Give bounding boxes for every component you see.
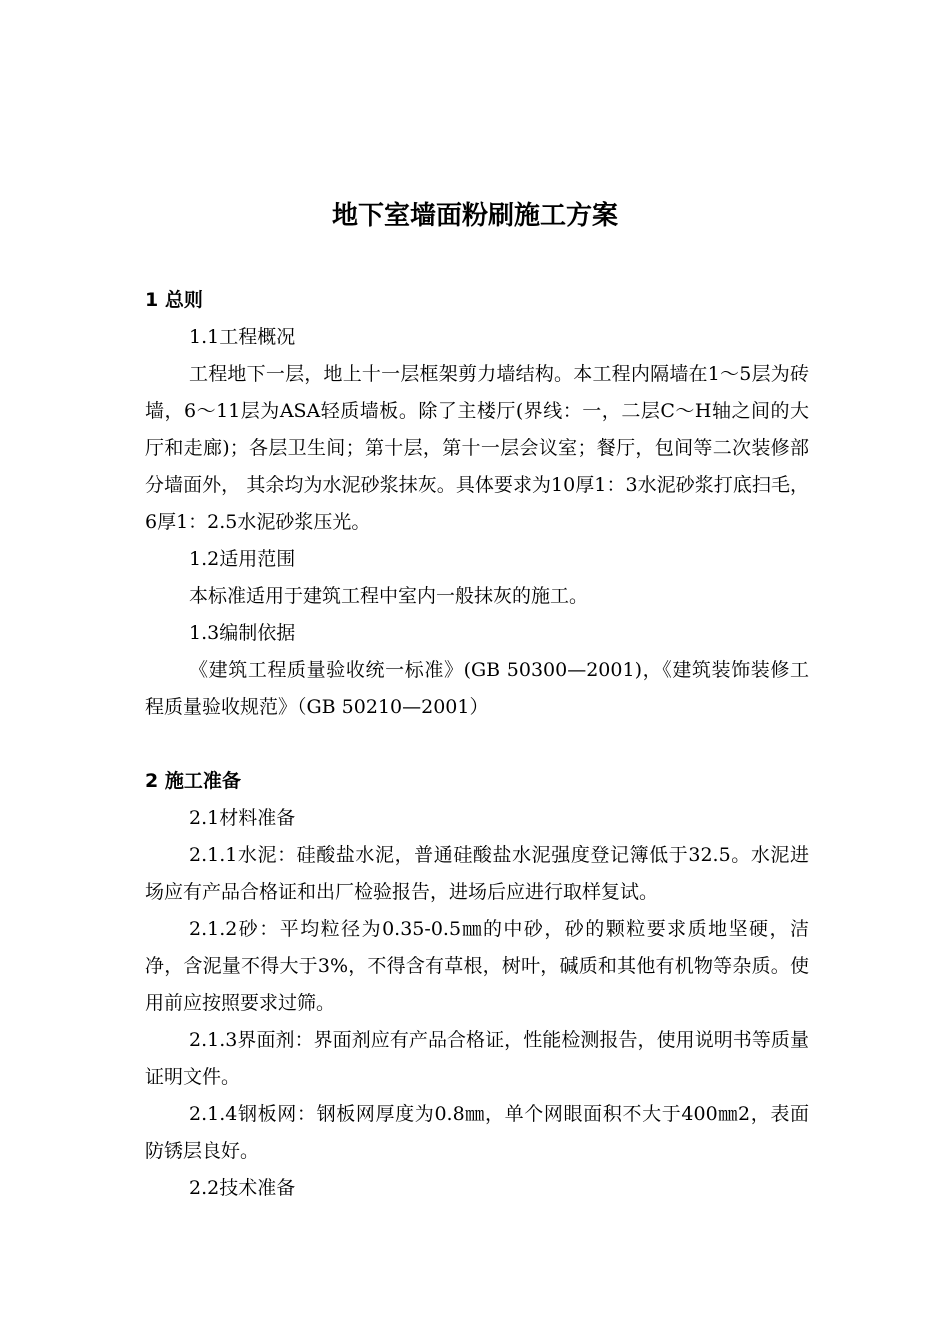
section-heading-1: 1 总则: [145, 289, 203, 311]
subsection-heading-1-2: 1.2适用范围: [189, 548, 296, 570]
document-body: [145, 282, 809, 1207]
document-title: 地下室墙面粉刷施工方案: [331, 201, 618, 231]
paragraph-1-1: 工程地下一层，地上十一层框架剪力墙结构。本工程内隔墙在1～5层为砖墙，6～11层为ASA轻质墙板。除了主楼厅(界线：一，二层C～H轴之间的大厅和走廊)；各层卫生间；第十层，第十一层会议室；餐厅，包间等二次装修部分墙面外， 其余均为水泥砂浆抹灰。具体要求为10厚1：3水泥砂浆打底扫毛，6厚1：2.5水泥砂浆压光。: [145, 363, 809, 533]
subsection-heading-2-2: 2.2技术准备: [189, 1177, 296, 1199]
section-spacer: [145, 726, 809, 763]
paragraph-2-1-1: 2.1.1水泥：硅酸盐水泥，普通硅酸盐水泥强度登记簿低于32.5。水泥进场应有产品合格证和出厂检验报告，进场后应进行取样复试。: [145, 844, 809, 903]
paragraph-2-1-4: 2.1.4钢板网：钢板网厚度为0.8㎜，单个网眼面积不大于400㎜2，表面防锈层良好。: [145, 1103, 809, 1162]
subsection-heading-1-1: 1.1工程概况: [189, 326, 296, 348]
subsection-heading-1-3: 1.3编制依据: [189, 622, 296, 644]
paragraph-2-1-3: 2.1.3界面剂：界面剂应有产品合格证，性能检测报告，使用说明书等质量证明文件。: [145, 1029, 809, 1088]
paragraph-2-1-2: 2.1.2砂：平均粒径为0.35-0.5㎜的中砂，砂的颗粒要求质地坚硬，洁净，含泥量不得大于3%，不得含有草根，树叶，碱质和其他有机物等杂质。使用前应按照要求过筛。: [145, 918, 809, 1014]
paragraph-1-3: 《建筑工程质量验收统一标准》(GB 50300—2001)，《建筑装饰装修工程质量验收规范》（GB 50210—2001）: [145, 659, 809, 718]
subsection-heading-2-1: 2.1材料准备: [189, 807, 296, 829]
section-heading-2: 2 施工准备: [145, 770, 241, 792]
paragraph-1-2: 本标准适用于建筑工程中室内一般抹灰的施工。: [189, 585, 589, 607]
